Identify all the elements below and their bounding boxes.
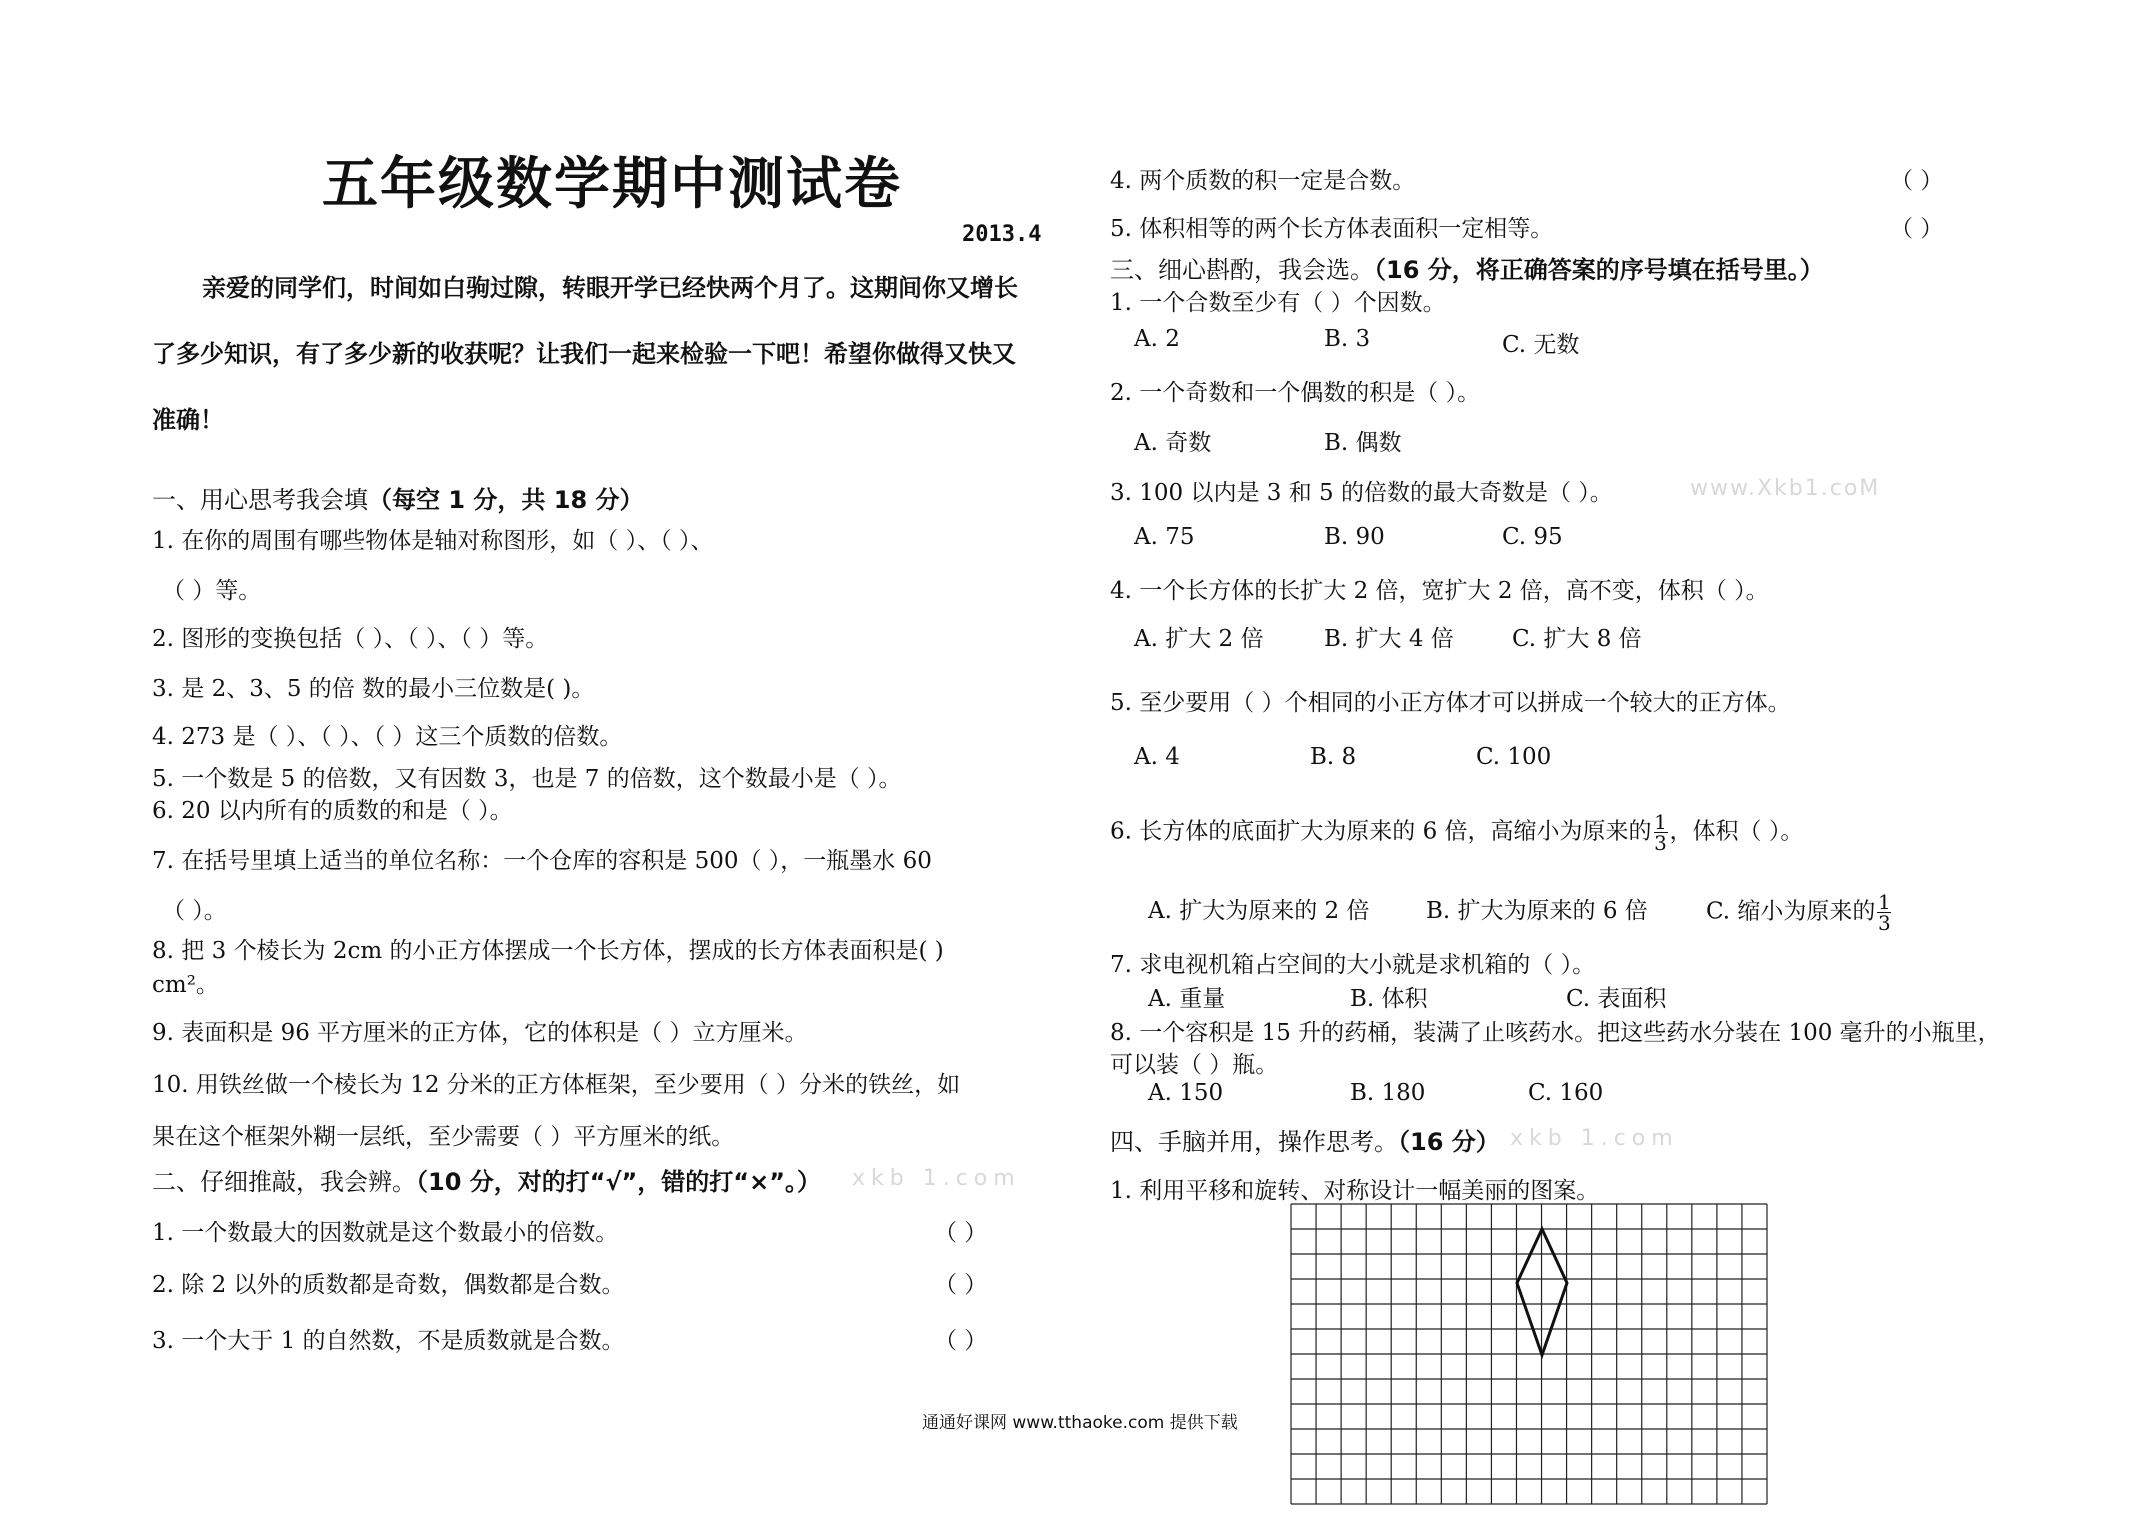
q2-option-a: A. 奇数 [1134,430,1212,456]
choice-q5: 5. 至少要用（ ）个相同的小正方体才可以拼成一个较大的正方体。 [1110,690,1791,716]
q8-option-b: B. 180 [1350,1080,1426,1106]
watermark-1: www.Xkb1.coM [1690,476,1881,501]
fraction-one-third-option [1877,892,1891,933]
grid-lines [1291,1204,1767,1504]
choice-q8-line1: 8. 一个容积是 15 升的药桶，装满了止咳药水。把这些药水分装在 100 毫升的小瓶里， [1110,1020,2001,1046]
choice-q2: 2. 一个奇数和一个偶数的积是（ ）。 [1110,380,1481,406]
section4-q1: 1. 利用平移和旋转、对称设计一幅美丽的图案。 [1110,1178,1600,1204]
fraction-denominator: 3 [1878,911,1891,935]
s1-line-5: 4. 273 是（ ）、（ ）、（ ）这三个质数的倍数。 [152,724,623,750]
intro-line-3: 准确！ [152,406,224,434]
q6-text-before: 6. 长方体的底面扩大为原来的 6 倍，高缩小为原来的 [1110,818,1652,845]
section3-heading [1110,250,1824,285]
s1-line-11: cm²。 [152,972,219,998]
choice-q3: 3. 100 以内是 3 和 5 的倍数的最大奇数是（ ）。 [1110,480,1613,506]
s1-line-8: 7. 在括号里填上适当的单位名称：一个仓库的容积是 500（ ），一瓶墨水 60 [152,848,932,874]
q1-option-b: B. 3 [1324,326,1371,352]
q4-option-c: C. 扩大 8 倍 [1512,626,1642,652]
q6-option-c-text: C. 缩小为原来的 [1706,898,1876,925]
section2-heading [152,1162,821,1197]
judge-item-1: 1. 一个数最大的因数就是这个数最小的倍数。 [152,1220,619,1246]
q4-option-b: B. 扩大 4 倍 [1324,626,1454,652]
q7-option-a: A. 重量 [1148,986,1226,1012]
judge-item-2: 2. 除 2 以外的质数都是奇数，偶数都是合数。 [152,1272,625,1298]
judge-answer-5: （ ） [1890,216,1944,242]
drawing-grid [1290,1203,1768,1505]
choice-q8-line2: 可以装（ ）瓶。 [1110,1052,1279,1078]
section2-title: 二、仔细推敲，我会辨。 [152,1168,416,1196]
choice-q6 [1110,812,1803,853]
q3-option-a: A. 75 [1134,524,1195,550]
q2-option-b: B. 偶数 [1324,430,1402,456]
fraction-one-third [1654,812,1668,853]
s1-line-9: （ ）。 [162,898,227,924]
section4-note: （16 分） [1398,1128,1500,1156]
q6-option-a: A. 扩大为原来的 2 倍 [1148,898,1370,924]
choice-q1: 1. 一个合数至少有（ ）个因数。 [1110,290,1446,316]
q7-option-b: B. 体积 [1350,986,1428,1012]
s1-line-6: 5. 一个数是 5 的倍数，又有因数 3，也是 7 的倍数，这个数最小是（ ）。 [152,766,902,792]
section4-heading [1110,1122,1500,1157]
intro-line-1: 亲爱的同学们，时间如白驹过隙，转眼开学已经快两个月了。这期间你又增长 [202,274,1018,302]
q6-option-c [1706,892,1893,933]
section4-title: 四、手脑并用，操作思考。 [1110,1128,1398,1156]
s1-line-1: 1. 在你的周围有哪些物体是轴对称图形，如（ ）、（ ）、 [152,528,714,554]
q4-option-a: A. 扩大 2 倍 [1134,626,1264,652]
choice-q7: 7. 求电视机箱占空间的大小就是求机箱的（ ）。 [1110,952,1596,978]
s1-line-10: 8. 把 3 个棱长为 2cm 的小正方体摆成一个长方体，摆成的长方体表面积是( ) [152,938,944,964]
q5-option-c: C. 100 [1476,744,1552,770]
q8-option-c: C. 160 [1528,1080,1604,1106]
q3-option-b: B. 90 [1324,524,1385,550]
watermark-3: xkb 1.com [1510,1126,1679,1151]
judge-answer-2: （ ） [934,1272,988,1298]
grid-svg [1290,1203,1768,1505]
footer-credit: 通通好课网 www.tthaoke.com 提供下载 [922,1413,1238,1433]
section3-note: （16 分，将正确答案的序号填在括号里。） [1374,256,1824,284]
s1-line-13: 10. 用铁丝做一个棱长为 12 分米的正方体框架，至少要用（ ）分米的铁丝，如 [152,1072,961,1098]
q6-text-after: ，体积（ ）。 [1669,818,1804,845]
section1-title: 一、用心思考我会填 [152,486,368,514]
s1-line-12: 9. 表面积是 96 平方厘米的正方体，它的体积是（ ）立方厘米。 [152,1020,808,1046]
q1-option-a: A. 2 [1134,326,1180,352]
q8-option-a: A. 150 [1148,1080,1224,1106]
judge-item-4: 4. 两个质数的积一定是合数。 [1110,168,1416,194]
q5-option-b: B. 8 [1310,744,1357,770]
section2-note: （10 分，对的打“√”，错的打“×”。） [416,1168,821,1196]
q7-option-c: C. 表面积 [1566,986,1667,1012]
judge-item-5: 5. 体积相等的两个长方体表面积一定相等。 [1110,216,1554,242]
judge-item-3: 3. 一个大于 1 的自然数，不是质数就是合数。 [152,1328,625,1354]
q3-option-c: C. 95 [1502,524,1563,550]
choice-q4: 4. 一个长方体的长扩大 2 倍，宽扩大 2 倍，高不变，体积（ ）。 [1110,578,1769,604]
s1-line-2: （ ）等。 [162,578,262,604]
page-title: 五年级数学期中测试卷 [322,152,902,217]
q5-option-a: A. 4 [1134,744,1180,770]
fraction-numerator: 1 [1878,890,1891,914]
fraction-numerator: 1 [1654,810,1667,834]
fraction-denominator: 3 [1654,831,1667,855]
intro-line-2: 了多少知识，有了多少新的收获呢？让我们一起来检验一下吧！希望你做得又快又 [152,340,1016,368]
section3-title: 三、细心斟酌，我会选。 [1110,256,1374,284]
s1-line-7: 6. 20 以内所有的质数的和是（ ）。 [152,798,513,824]
judge-answer-1: （ ） [934,1220,988,1246]
judge-answer-4: （ ） [1890,168,1944,194]
watermark-2: xkb 1.com [852,1166,1021,1191]
judge-answer-3: （ ） [934,1328,988,1354]
s1-line-3: 2. 图形的变换包括（ ）、（ ）、（ ）等。 [152,626,549,652]
section1-heading [152,480,644,515]
s1-line-4: 3. 是 2、3、5 的倍 数的最小三位数是( )。 [152,676,595,702]
q6-option-b: B. 扩大为原来的 6 倍 [1426,898,1648,924]
exam-date: 2013.4 [962,222,1042,247]
s1-line-14: 果在这个框架外糊一层纸，至少需要（ ）平方厘米的纸。 [152,1124,735,1150]
q1-option-c: C. 无数 [1502,332,1580,358]
section1-note: （每空 1 分，共 18 分） [368,486,644,514]
